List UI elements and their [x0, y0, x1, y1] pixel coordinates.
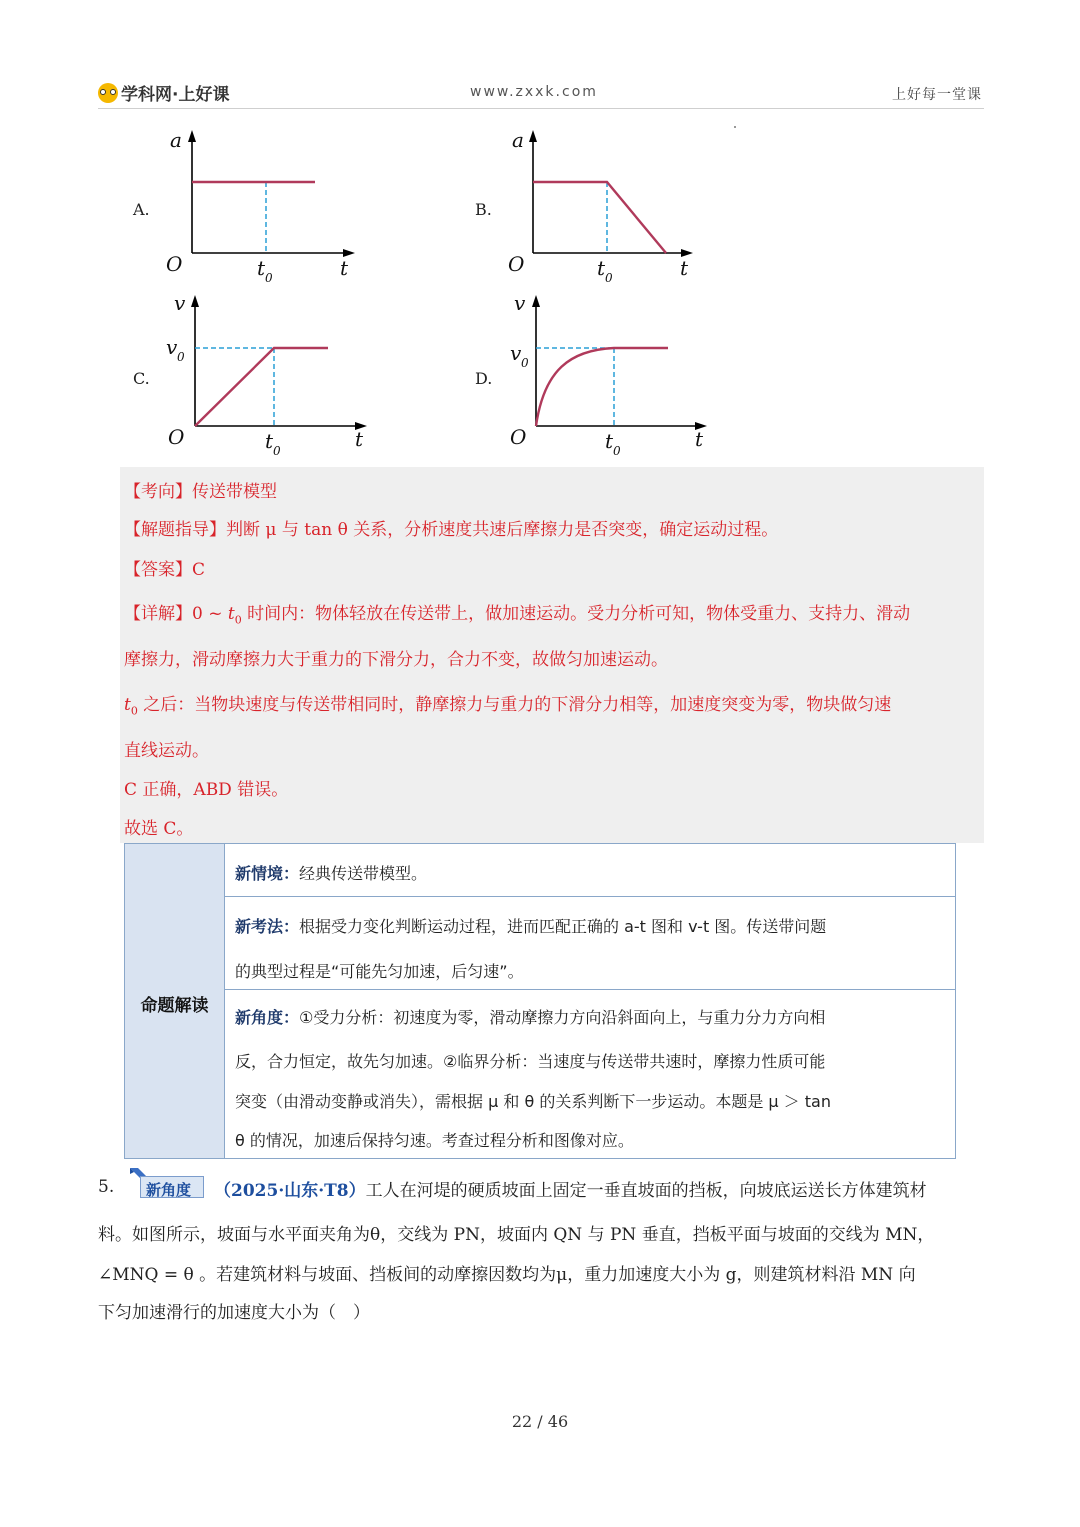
page-number: 22 / 46 — [511, 1412, 569, 1431]
row-line — [235, 1005, 825, 1028]
option-c-label: C. — [133, 369, 150, 388]
graph-c — [160, 290, 375, 460]
t0-sub: 0 — [265, 271, 273, 285]
graph-d — [500, 290, 715, 460]
t0-sub: 0 — [613, 444, 621, 458]
row-key: 新考法： — [235, 917, 300, 936]
row-line: 突变（由滑动变静或消失），需根据 μ 和 θ 的关系判断下一步运动。本题是 μ ＞ tan — [235, 1092, 831, 1111]
question-line-2: 料。如图所示，坡面与水平面夹角为θ，交线为 PN，坡面内 QN 与 PN 垂直，挡板平面与坡面的交线为 MN， — [98, 1225, 935, 1245]
analysis-detail-line-3 — [124, 690, 891, 717]
question-line-4: 下匀加速滑行的加速度大小为（ ） — [98, 1303, 370, 1323]
y-axis-label: a — [170, 128, 182, 152]
question-source: （2025·山东·T8） — [214, 1181, 366, 1201]
row-line — [235, 914, 826, 937]
t0-sub: 0 — [605, 271, 613, 285]
y-axis-arrow — [188, 130, 196, 142]
x-axis-label: t — [340, 256, 349, 280]
origin-label: O — [510, 425, 527, 449]
y-axis-label: a — [512, 128, 524, 152]
t0-subscript: 0 — [130, 704, 138, 718]
t0-label: t — [257, 256, 266, 280]
x-axis-label: t — [695, 427, 704, 451]
row-line: 反，合力恒定，故先匀加速。②临界分析：当速度与传送带共速时，摩擦力性质可能 — [235, 1052, 826, 1071]
t0-label: t — [597, 256, 606, 280]
analysis-choice: 故选 C。 — [124, 819, 194, 839]
question-line-1 — [214, 1176, 927, 1201]
t0-label: t — [605, 429, 614, 453]
table-side-label: 命题解读 — [140, 996, 209, 1016]
row-text: ①受力分析：初速度为零，滑动摩擦力方向沿斜面向上，与重力分力方向相 — [299, 1008, 826, 1027]
v0-sub: 0 — [521, 356, 529, 370]
analysis-detail-line-1 — [124, 599, 910, 626]
row-key: 新情境： — [235, 864, 300, 883]
detail-text: 之后：当物块速度与传送带相同时，静摩擦力与重力的下滑分力相等，加速度突变为零，物块做匀速 — [137, 695, 892, 715]
v0-label: v — [166, 335, 178, 359]
analysis-panel — [120, 467, 984, 843]
t0-sub: 0 — [273, 444, 281, 458]
t0-symbol: t — [124, 695, 131, 715]
option-a-label: A. — [133, 200, 150, 219]
y-axis-label: v — [514, 291, 526, 315]
row-line: 的典型过程是“可能先匀加速，后匀速”。 — [235, 962, 524, 981]
site-url: www.zxxk.com — [470, 84, 598, 100]
x-axis-label: t — [355, 427, 364, 451]
badge-text: 新角度 — [146, 1181, 192, 1199]
table-row-method — [225, 897, 955, 990]
question-text: 工人在河堤的硬质坡面上固定一垂直坡面的挡板，向坡底运送长方体建筑材 — [365, 1181, 927, 1201]
curve — [533, 182, 666, 253]
y-axis-arrow — [191, 295, 199, 307]
table-row-scenario — [225, 844, 955, 897]
question-number: 5. — [98, 1177, 115, 1197]
detail-prefix: 【详解】0 ~ — [124, 604, 228, 624]
graph-a — [160, 125, 360, 290]
option-b-label: B. — [475, 200, 492, 219]
row-text: 根据受力变化判断运动过程，进而匹配正确的 a-t 图和 v-t 图。传送带问题 — [299, 917, 827, 936]
analysis-answer: 【答案】C — [124, 560, 206, 580]
origin-label: O — [166, 252, 183, 276]
v0-sub: 0 — [177, 350, 185, 364]
table-side-cell — [125, 844, 225, 1158]
y-axis-arrow — [532, 295, 540, 307]
logo — [98, 80, 229, 105]
analysis-topic: 【考向】传送带模型 — [124, 482, 277, 502]
y-axis-label: v — [174, 291, 186, 315]
x-axis-label: t — [680, 256, 689, 280]
new-angle-badge — [126, 1166, 206, 1200]
row-line: θ 的情况，加速后保持匀速。考查过程分析和图像对应。 — [235, 1131, 634, 1150]
curve — [195, 348, 328, 426]
option-d-label: D. — [475, 369, 493, 388]
origin-label: O — [168, 425, 185, 449]
interpretation-table — [124, 843, 956, 1159]
logo-text: 学科网·上好课 — [121, 85, 230, 105]
origin-label: O — [508, 252, 525, 276]
t0-label: t — [265, 429, 274, 453]
table-row-angle — [225, 990, 955, 1158]
row-line — [235, 861, 427, 884]
curve — [536, 348, 668, 426]
t0-symbol: t — [227, 604, 235, 624]
t0-subscript: 0 — [234, 613, 242, 627]
analysis-detail-line-4: 直线运动。 — [124, 741, 209, 761]
page-header — [98, 76, 984, 109]
header-slogan: 上好每一堂课 — [892, 87, 982, 103]
graph-b — [500, 125, 700, 290]
question-line-3: ∠MNQ = θ 。若建筑材料与坡面、挡板间的动摩擦因数均为μ，重力加速度大小为 g，则建筑材料沿 MN 向 — [98, 1265, 916, 1285]
analysis-guidance: 【解题指导】判断 μ 与 tan θ 关系，分析速度共速后摩擦力是否突变，确定运动过程。 — [124, 520, 779, 540]
analysis-conclusion: C 正确，ABD 错误。 — [124, 780, 289, 800]
y-axis-arrow — [529, 130, 537, 142]
stray-dot — [734, 126, 736, 128]
row-text: 经典传送带模型。 — [299, 864, 428, 883]
owl-logo-icon — [98, 83, 118, 103]
v0-label: v — [510, 341, 522, 365]
row-key: 新角度： — [235, 1008, 300, 1027]
detail-text: 时间内：物体轻放在传送带上，做加速运动。受力分析可知，物体受重力、支持力、滑动 — [241, 604, 911, 624]
analysis-detail-line-2: 摩擦力，滑动摩擦力大于重力的下滑分力，合力不变，故做匀加速运动。 — [124, 650, 668, 670]
